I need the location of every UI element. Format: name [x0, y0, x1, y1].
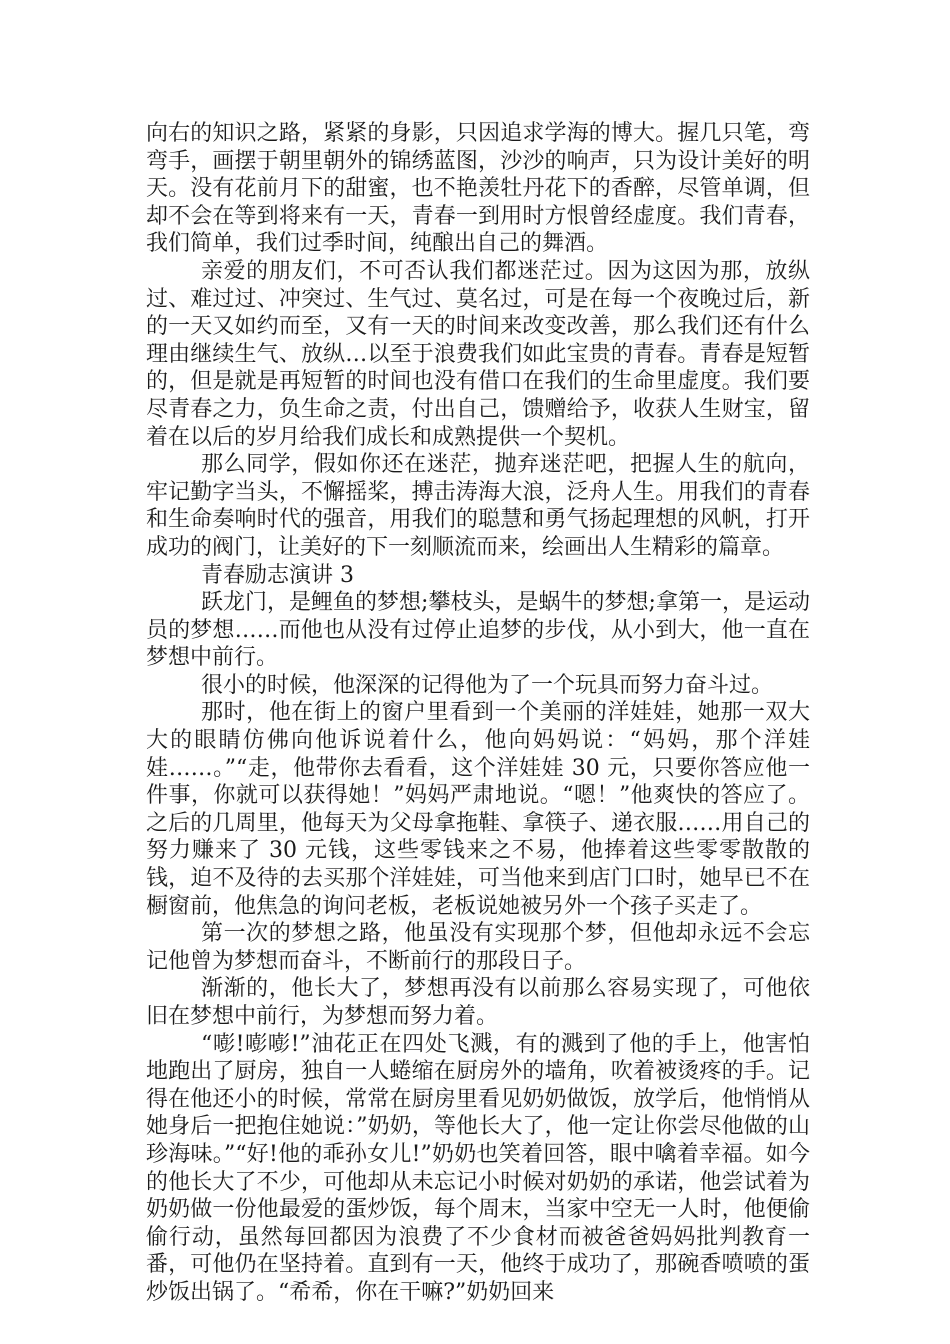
paragraph: “嘭!嘭嘭!”油花正在四处飞溅，有的溅到了他的手上，他害怕地跑出了厨房，独自一人蜷缩在厨房外的墙角，吹着被烫疼的手。记得在他还小的时候，常常在厨房里看见奶奶做饭，放学后，他悄悄从她身后一把抱住她说：”奶奶，等他长大了，他一定让你尝尽他做的山珍海味。”“好!他的乖孙女儿!”奶奶也笑着回答，眼中噙着幸福。如今的他长大了不少，可他却从未忘记小时候对奶奶的承诺，他尝试着为奶奶做一份他最爱的蛋炒饭，每个周末，当家中空无一人时，他便偷偷行动，虽然每回都因为浪费了不少食材而被爸爸妈妈批判教育一番，可他仍在坚持着。直到有一天，他终于成功了，那碗香喷喷的蛋炒饭出锅了。“希希，你在干嘛?”奶奶回来 [146, 1031, 810, 1305]
paragraph: 跃龙门，是鲤鱼的梦想;攀枝头，是蜗牛的梦想;拿第一，是运动员的梦想……而他也从没有过停止追梦的步伐，从小到大，他一直在梦想中前行。 [146, 590, 810, 671]
paragraph: 很小的时候，他深深的记得他为了一个玩具而努力奋斗过。 [201, 672, 774, 698]
paragraph: 第一次的梦想之路，他虽没有实现那个梦，但他却永远不会忘记他曾为梦想而奋斗，不断前行的那段日子。 [146, 921, 810, 974]
paragraph-continued: 向右的知识之路，紧紧的身影，只因追求学海的博大。握几只笔，弯弯手，画摆于朝里朝外的锦绣蓝图，沙沙的响声，只为设计美好的明天。没有花前月下的甜蜜，也不艳羡牡丹花下的香醉，尽管单调，但却不会在等到将来有一天，青春一到用时方恨曾经虚度。我们青春，我们简单，我们过季时间，纯酿出自己的舞酒。 [146, 121, 810, 257]
section-heading: 青春励志演讲 3 [201, 562, 354, 588]
paragraph: 渐渐的，他长大了，梦想再没有以前那么容易实现了，可他依旧在梦想中前行，为梦想而努力着。 [146, 976, 810, 1029]
paragraph: 那时，他在街上的窗户里看到一个美丽的洋娃娃，她那一双大大的眼睛仿佛向他诉说着什么，他向妈妈说：“妈妈，那个洋娃娃……。”“走，他带你去看看，这个洋娃娃 30 元，只要你答应他一件事，你就可以获得她！”妈妈严肃地说。“嗯！”他爽快的答应了。之后的几周里，他每天为父母拿拖鞋、拿筷子、递衣服……用自己的努力赚来了 30 元钱，这些零钱来之不易，他捧着这些零零散散的钱，迫不及待的去买那个洋娃娃，可当他来到店门口时，她早已不在橱窗前，他焦急的询问老板，老板说她被另外一个孩子买走了。 [146, 700, 810, 919]
paragraph: 亲爱的朋友们，不可否认我们都迷茫过。因为这因为那，放纵过、难过过、冲突过、生气过、莫名过，可是在每一个夜晚过后，新的一天又如约而至，又有一天的时间来改变改善，那么我们还有什么理由继续生气、放纵…以至于浪费我们如此宝贵的青春。青春是短暂的，但是就是再短暂的时间也没有借口在我们的生命里虚度。我们要尽青春之力，负生命之责，付出自己，馈赠给予，收获人生财宝，留着在以后的岁月给我们成长和成熟提供一个契机。 [146, 258, 810, 450]
paragraph: 那么同学，假如你还在迷茫，抛弃迷茫吧，把握人生的航向，牢记勤字当头，不懈摇桨，搏击涛海大浪，泛舟人生。用我们的青春和生命奏响时代的强音，用我们的聪慧和勇气扬起理想的风帆，打开成功的阀门，让美好的下一刻顺流而来，绘画出人生精彩的篇章。 [146, 452, 810, 560]
document-page [146, 120, 810, 1307]
